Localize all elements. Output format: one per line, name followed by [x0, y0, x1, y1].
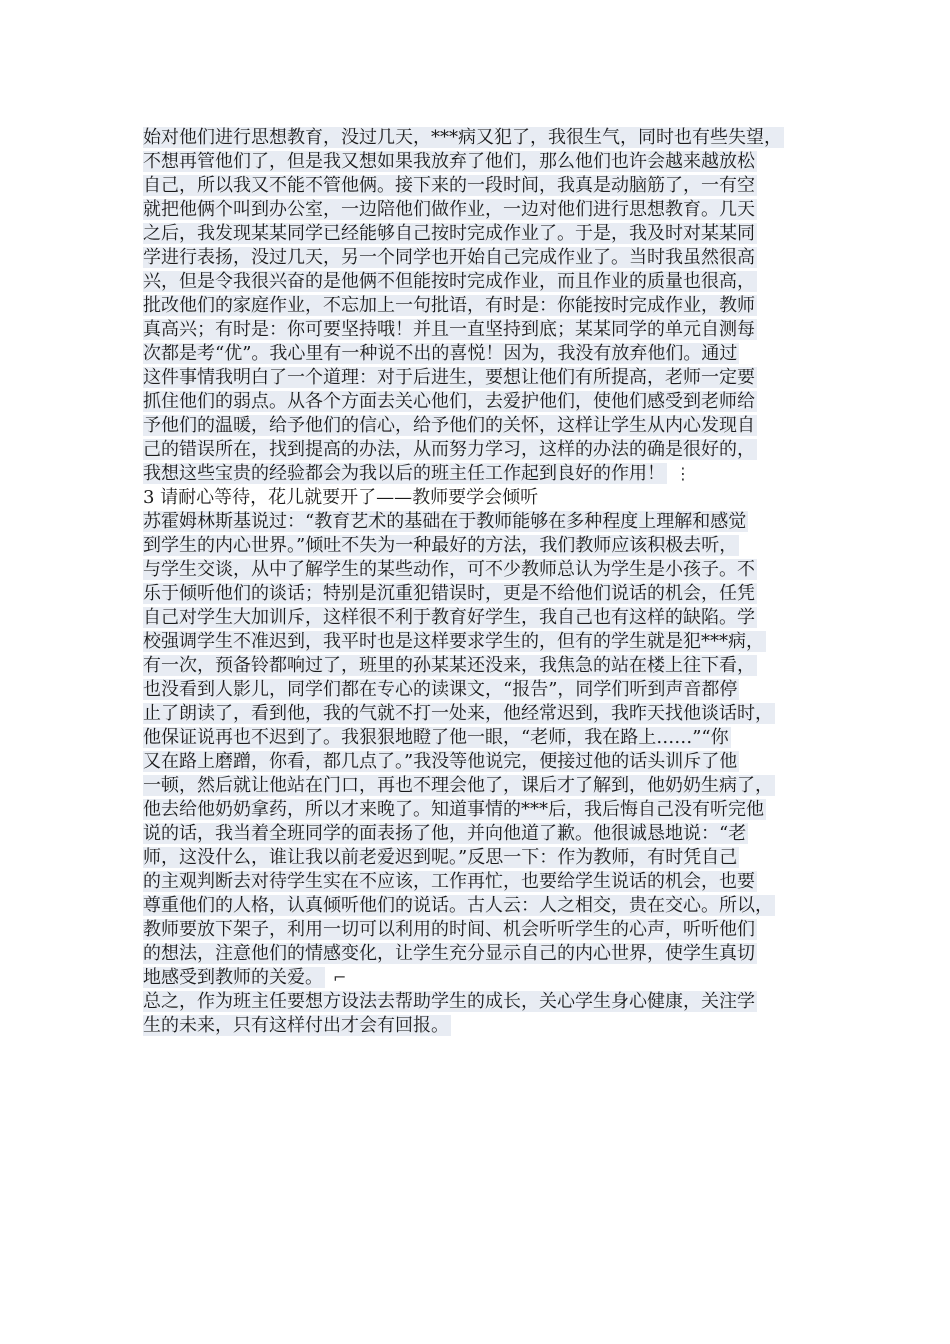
paragraph-mark-icon: ⋮	[675, 464, 691, 483]
text-line: 他保证说再也不迟到了。我狠狠地瞪了他一眼，“老师，我在路上……”“你	[143, 727, 729, 748]
paragraph-mark-icon: ⌐	[333, 968, 347, 987]
text-line: 又在路上磨蹭，你看，都几点了。”我没等他说完，便接过他的话头训斥了他	[143, 751, 738, 772]
text-line: 师，这没什么，谁让我以前老爱迟到呢。”反思一下：作为教师，有时凭自己	[143, 847, 738, 868]
text-line: 的想法，注意他们的情感变化，让学生充分显示自己的内心世界，使学生真切	[143, 943, 755, 964]
text-line: 他去给他奶奶拿药，所以才来晚了。知道事情的***后，我后悔自己没有听完他	[143, 799, 764, 820]
text-line: 次都是考“优”。我心里有一种说不出的喜悦！因为，我没有放弃他们。通过	[143, 343, 738, 364]
paragraph-3	[143, 990, 833, 1038]
text-line: 自己对学生大加训斥，这样很不利于教育好学生，我自己也有这样的缺陷。学	[143, 607, 755, 628]
paragraph-2	[143, 510, 833, 990]
section-heading: 3 请耐心等待，花儿就要开了——教师要学会倾听	[143, 487, 539, 508]
text-line: 批改他们的家庭作业，不忘加上一句批语，有时是：你能按时完成作业，教师	[143, 295, 755, 316]
text-line: 的主观判断去对待学生实在不应该，工作再忙，也要给学生说话的机会，也要	[143, 871, 755, 892]
text-line: 一顿，然后就让他站在门口，再也不理会他了，课后才了解到，他奶奶生病了，	[143, 775, 773, 796]
text-line: 真高兴；有时是：你可要坚持哦！并且一直坚持到底；某某同学的单元自测每	[143, 319, 755, 340]
text-line: 自己，所以我又不能不管他俩。接下来的一段时间，我真是动脑筋了，一有空	[143, 175, 755, 196]
text-line: 到学生的内心世界。”倾吐不失为一种最好的方法，我们教师应该积极去听，	[143, 535, 738, 556]
text-line: 不想再管他们了，但是我又想如果我放弃了他们，那么他们也许会越来越放松	[143, 151, 755, 172]
text-line: 与学生交谈，从中了解学生的某些动作，可不少教师总认为学生是小孩子。不	[143, 559, 755, 580]
text-line: 苏霍姆林斯基说过：“教育艺术的基础在于教师能够在多种程度上理解和感觉	[143, 511, 747, 532]
paragraph-1	[143, 126, 833, 486]
text-line: 乐于倾听他们的谈话；特别是沉重犯错误时，更是不给他们说话的机会，任凭	[143, 583, 755, 604]
text-line: 总之，作为班主任要想方设法去帮助学生的成长，关心学生身心健康，关注学	[143, 991, 755, 1012]
text-line: 己的错误所在，找到提高的办法，从而努力学习，这样的办法的确是很好的，	[143, 439, 755, 460]
text-line: 地感受到教师的关爱。 ⌐	[143, 967, 347, 988]
text-line: 止了朗读了，看到他，我的气就不打一处来，他经常迟到，我昨天找他谈话时，	[143, 703, 773, 724]
text-line: 校强调学生不准迟到，我平时也是这样要求学生的，但有的学生就是犯***病，	[143, 631, 764, 652]
text-line: 也没看到人影儿，同学们都在专心的读课文，“报告”，同学们听到声音都停	[143, 679, 738, 700]
text-line: 生的未来，只有这样付出才会有回报。	[143, 1015, 449, 1036]
text-line: 学进行表扬，没过几天，另一个同学也开始自己完成作业了。当时我虽然很高	[143, 247, 755, 268]
text-line: 抓住他们的弱点。从各个方面去关心他们，去爱护他们，使他们感受到老师给	[143, 391, 755, 412]
text-line: 说的话，我当着全班同学的面表扬了他，并向他道了歉。他很诚恳地说：“老	[143, 823, 747, 844]
text-line: 我想这些宝贵的经验都会为我以后的班主任工作起到良好的作用！ ⋮	[143, 463, 691, 484]
text-line: 就把他俩个叫到办公室，一边陪他们做作业，一边对他们进行思想教育。几天	[143, 199, 755, 220]
text-line: 尊重他们的人格，认真倾听他们的说话。古人云：人之相交，贵在交心。所以，	[143, 895, 773, 916]
text-line: 始对他们进行思想教育，没过几天，***病又犯了，我很生气，同时也有些失望，	[143, 127, 782, 148]
document-body	[143, 126, 833, 1038]
text-line: 予他们的温暖，给予他们的信心，给予他们的关怀，这样让学生从内心发现自	[143, 415, 755, 436]
text-line: 有一次，预备铃都响过了，班里的孙某某还没来，我焦急的站在楼上往下看，	[143, 655, 755, 676]
text-line: 兴，但是令我很兴奋的是他俩不但能按时完成作业，而且作业的质量也很高，	[143, 271, 755, 292]
text-line: 之后，我发现某某同学已经能够自己按时完成作业了。于是，我及时对某某同	[143, 223, 755, 244]
text-line: 这件事情我明白了一个道理：对于后进生，要想让他们有所提高，老师一定要	[143, 367, 755, 388]
text-line: 教师要放下架子，利用一切可以利用的时间、机会听听学生的心声，听听他们	[143, 919, 755, 940]
